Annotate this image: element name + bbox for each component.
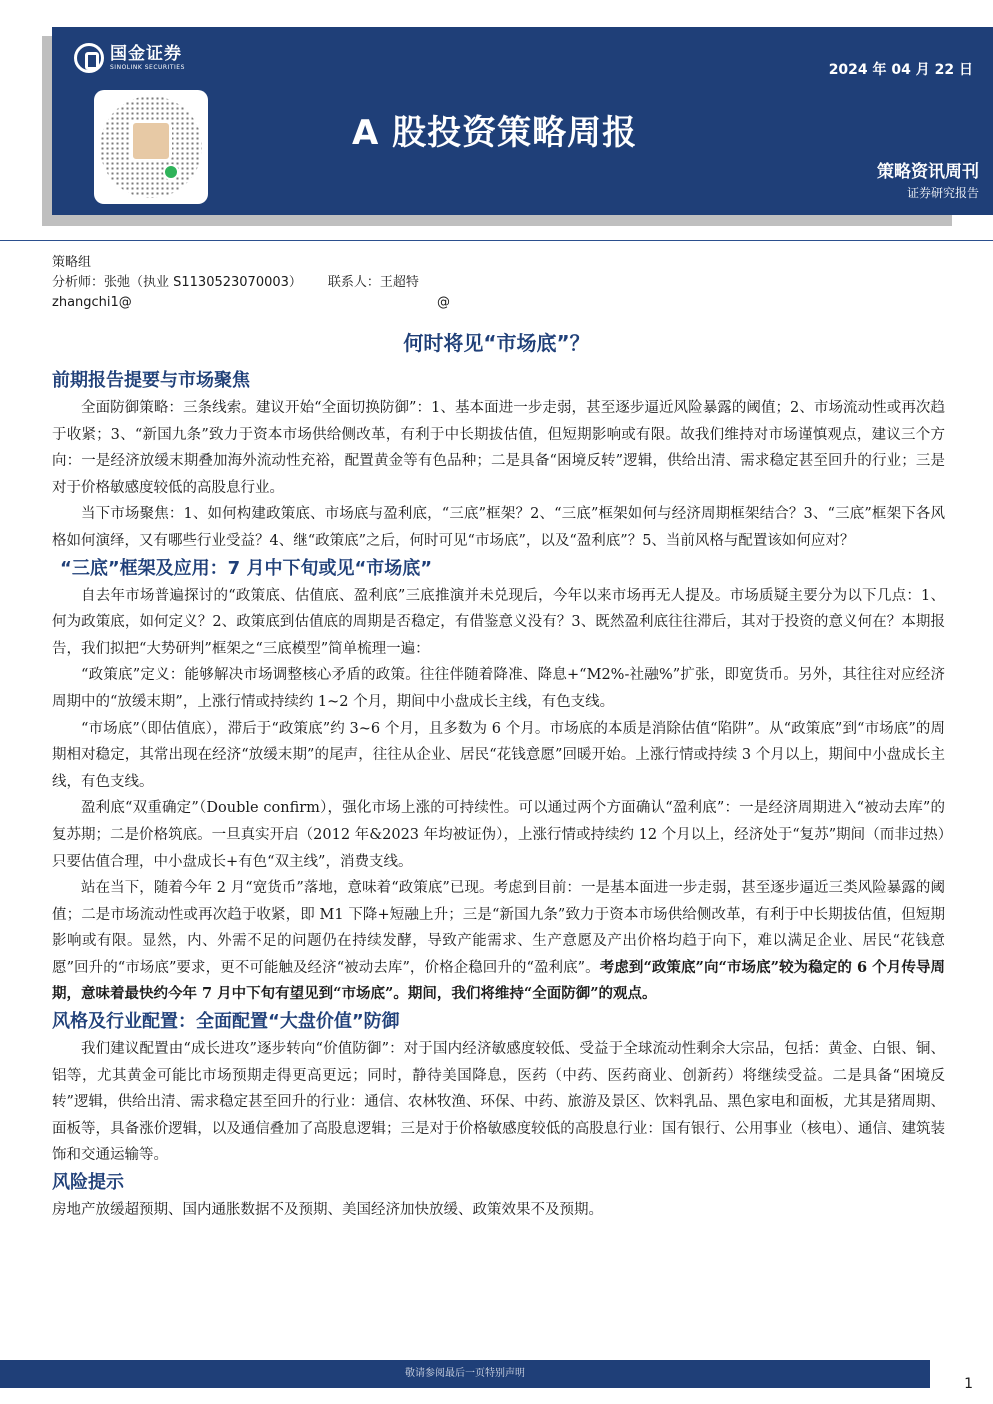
author-block [52,253,450,313]
mini-program-icon [163,164,179,180]
team-name: 策略组 [52,255,92,270]
paragraph: 当下市场聚焦：1、如何构建政策底、市场底与盈利底，“三底”框架？2、“三底”框架如何与经济周期框架结合？3、“三底”框架下各风格如何演绎，又有哪些行业受益？4、继“政策底”之后，何时可见“市场底”，以及“盈利底”？5、当前风格与配置该如何应对？ [52,506,945,549]
paragraph [52,875,945,1008]
logo-mark-icon [74,43,104,73]
header-divider [0,240,993,241]
paragraph-text: 站在当下，随着今年 2 月“宽货币”落地，意味着“政策底”已现。考虑到目前：一是基本面进一步走弱，甚至逐步逼近三类风险暴露的阈值；二是市场流动性或再次趋于收紧，即 M1 下降+短融上升；三是“新国九条”致力于资本市场供给侧改革，有利于中长期拔估值，但短期影响或有限。显然，内、外需不足的问题仍在持续发酵，导致产能需求、生产意愿及产出价格均趋于向下，难以满足企业、居民“花钱意愿”回升的“市场底”要求，更不可能触及经济“被动去库”，价格企稳回升的“盈利底”。 [52,880,945,976]
footer-disclaimer[interactable]: 敬请参阅最后一页特别声明 [405,1368,525,1379]
report-body [52,367,945,1224]
paragraph: 我们建议配置由“成长进攻”逐步转向“价值防御”：对于国内经济敏感度较低、受益于全球流动性剩余大宗品，包括：黄金、白银、铜、铝等，尤其黄金可能比市场预期走得更高更远；同时，静待美国降息，医药（中药、医药商业、创新药）将继续受益。二是具备“困境反转”逻辑，供给出清、需求稳定甚至回升的行业：通信、农林牧渔、环保、中药、旅游及景区、饮料乳品、黑色家电和面板，尤其是猪周期、面板等，具备涨价逻辑，以及通信叠加了高股息逻辑；三是对于价格敏感度较低的高股息行业：国有银行、公用事业（核电）、通信、建筑装饰和交通运输等。 [52,1041,945,1164]
document-title: 何时将见“市场底”？ [403,331,590,355]
logo-name-cn: 国金证券 [110,43,182,64]
company-logo [74,43,185,73]
contact-info: 联系人：王超特 [327,275,419,290]
paragraph: 房地产放缓超预期、国内通胀数据不及预期、美国经济加快放缓、政策效果不及预期。 [52,1202,603,1219]
page-number: 1 [964,1376,973,1392]
paragraph: 盈利底“双重确定”（Double confirm），强化市场上涨的可持续性。可以通过两个方面确认“盈利底”：一是经济周期进入“被动去库”的复苏期；二是价格筑底。一旦真实开启（2012 年&2023 年均被证伪），上涨行情或持续约 12 个月以上，经济处于“复苏”期间（而非过热）只要估值合理，中小盘成长+有色“双主线”，消费支线。 [52,800,945,870]
report-title: A 股投资策略周报 [352,113,638,153]
section-heading-three-bottoms: “三底”框架及应用：7 月中下旬或见“市场底” [60,557,433,579]
paragraph: “市场底”（即估值底），滞后于“政策底”约 3~6 个月，且多数为 6 个月。市场底的本质是消除估值“陷阱”。从“政策底”到“市场底”的周期相对稳定，其常出现在经济“放缓末期”的尾声，往往从企业、居民“花钱意愿”回暖开始。上涨行情或持续 3 个月以上，期间中小盘成长主线，有色支线。 [52,720,945,790]
paragraph: “政策底”定义：能够解决市场调整核心矛盾的政策。往往伴随着降准、降息+“M2%-社融%”扩张，即宽货币。另外，其往往对应经济周期中的“放缓末期”，上涨行情或持续约 1~2 个月，期间中小盘成长主线，有色支线。 [52,667,945,710]
report-header [52,27,993,215]
key-conclusion: 考虑到“政策底”向“市场底”较为稳定的 6 个月传导周期，意味着最快约今年 7 月中下旬有望见到“市场底”。期间，我们将维持“全面防御”的观点。 [52,958,946,1003]
section-heading-allocation: 风格及行业配置：全面配置“大盘价值”防御 [52,1011,400,1033]
report-type: 策略资讯周刊 [877,162,979,182]
paragraph: 自去年市场普遍探讨的“政策底、估值底、盈利底”三底推演并未兑现后，今年以来市场再无人提及。市场质疑主要分为以下几点：1、何为政策底，如何定义？2、政策底到估值底的周期是否稳定，有借鉴意义没有？3、既然盈利底往往滞后，其对于投资的意义何在？本期报告，我们拟把“大势研判”框架之“三底模型”简单梳理一遍： [52,587,945,657]
section-heading-risk: 风险提示 [52,1172,124,1194]
report-subtype: 证券研究报告 [906,186,979,200]
footer-bar [0,1360,930,1388]
analyst-email[interactable]: zhangchi1@ [52,295,132,310]
qr-code-icon [94,90,208,204]
analyst-info: 分析师：张弛（执业 S1130523070003） [52,275,302,290]
logo-name-en: SINOLINK SECURITIES [110,63,185,71]
report-date: 2024 年 04 月 22 日 [828,62,973,78]
paragraph: 全面防御策略：三条线索。建议开始“全面切换防御”：1、基本面进一步走弱，甚至逐步逼近风险暴露的阈值；2、市场流动性或再次趋于收紧；3、“新国九条”致力于资本市场供给侧改革，有利于中长期拔估值，但短期影响或有限。故我们维持对市场谨慎观点，建议三个方向：一是经济放缓末期叠加海外流动性充裕，配置黄金等有色品种；二是具备“困境反转”逻辑，供给出清、需求稳定甚至回升的行业；三是对于价格敏感度较低的高股息行业。 [52,400,945,496]
section-heading-summary: 前期报告提要与市场聚焦 [52,370,250,391]
contact-email[interactable]: @ [437,295,450,310]
